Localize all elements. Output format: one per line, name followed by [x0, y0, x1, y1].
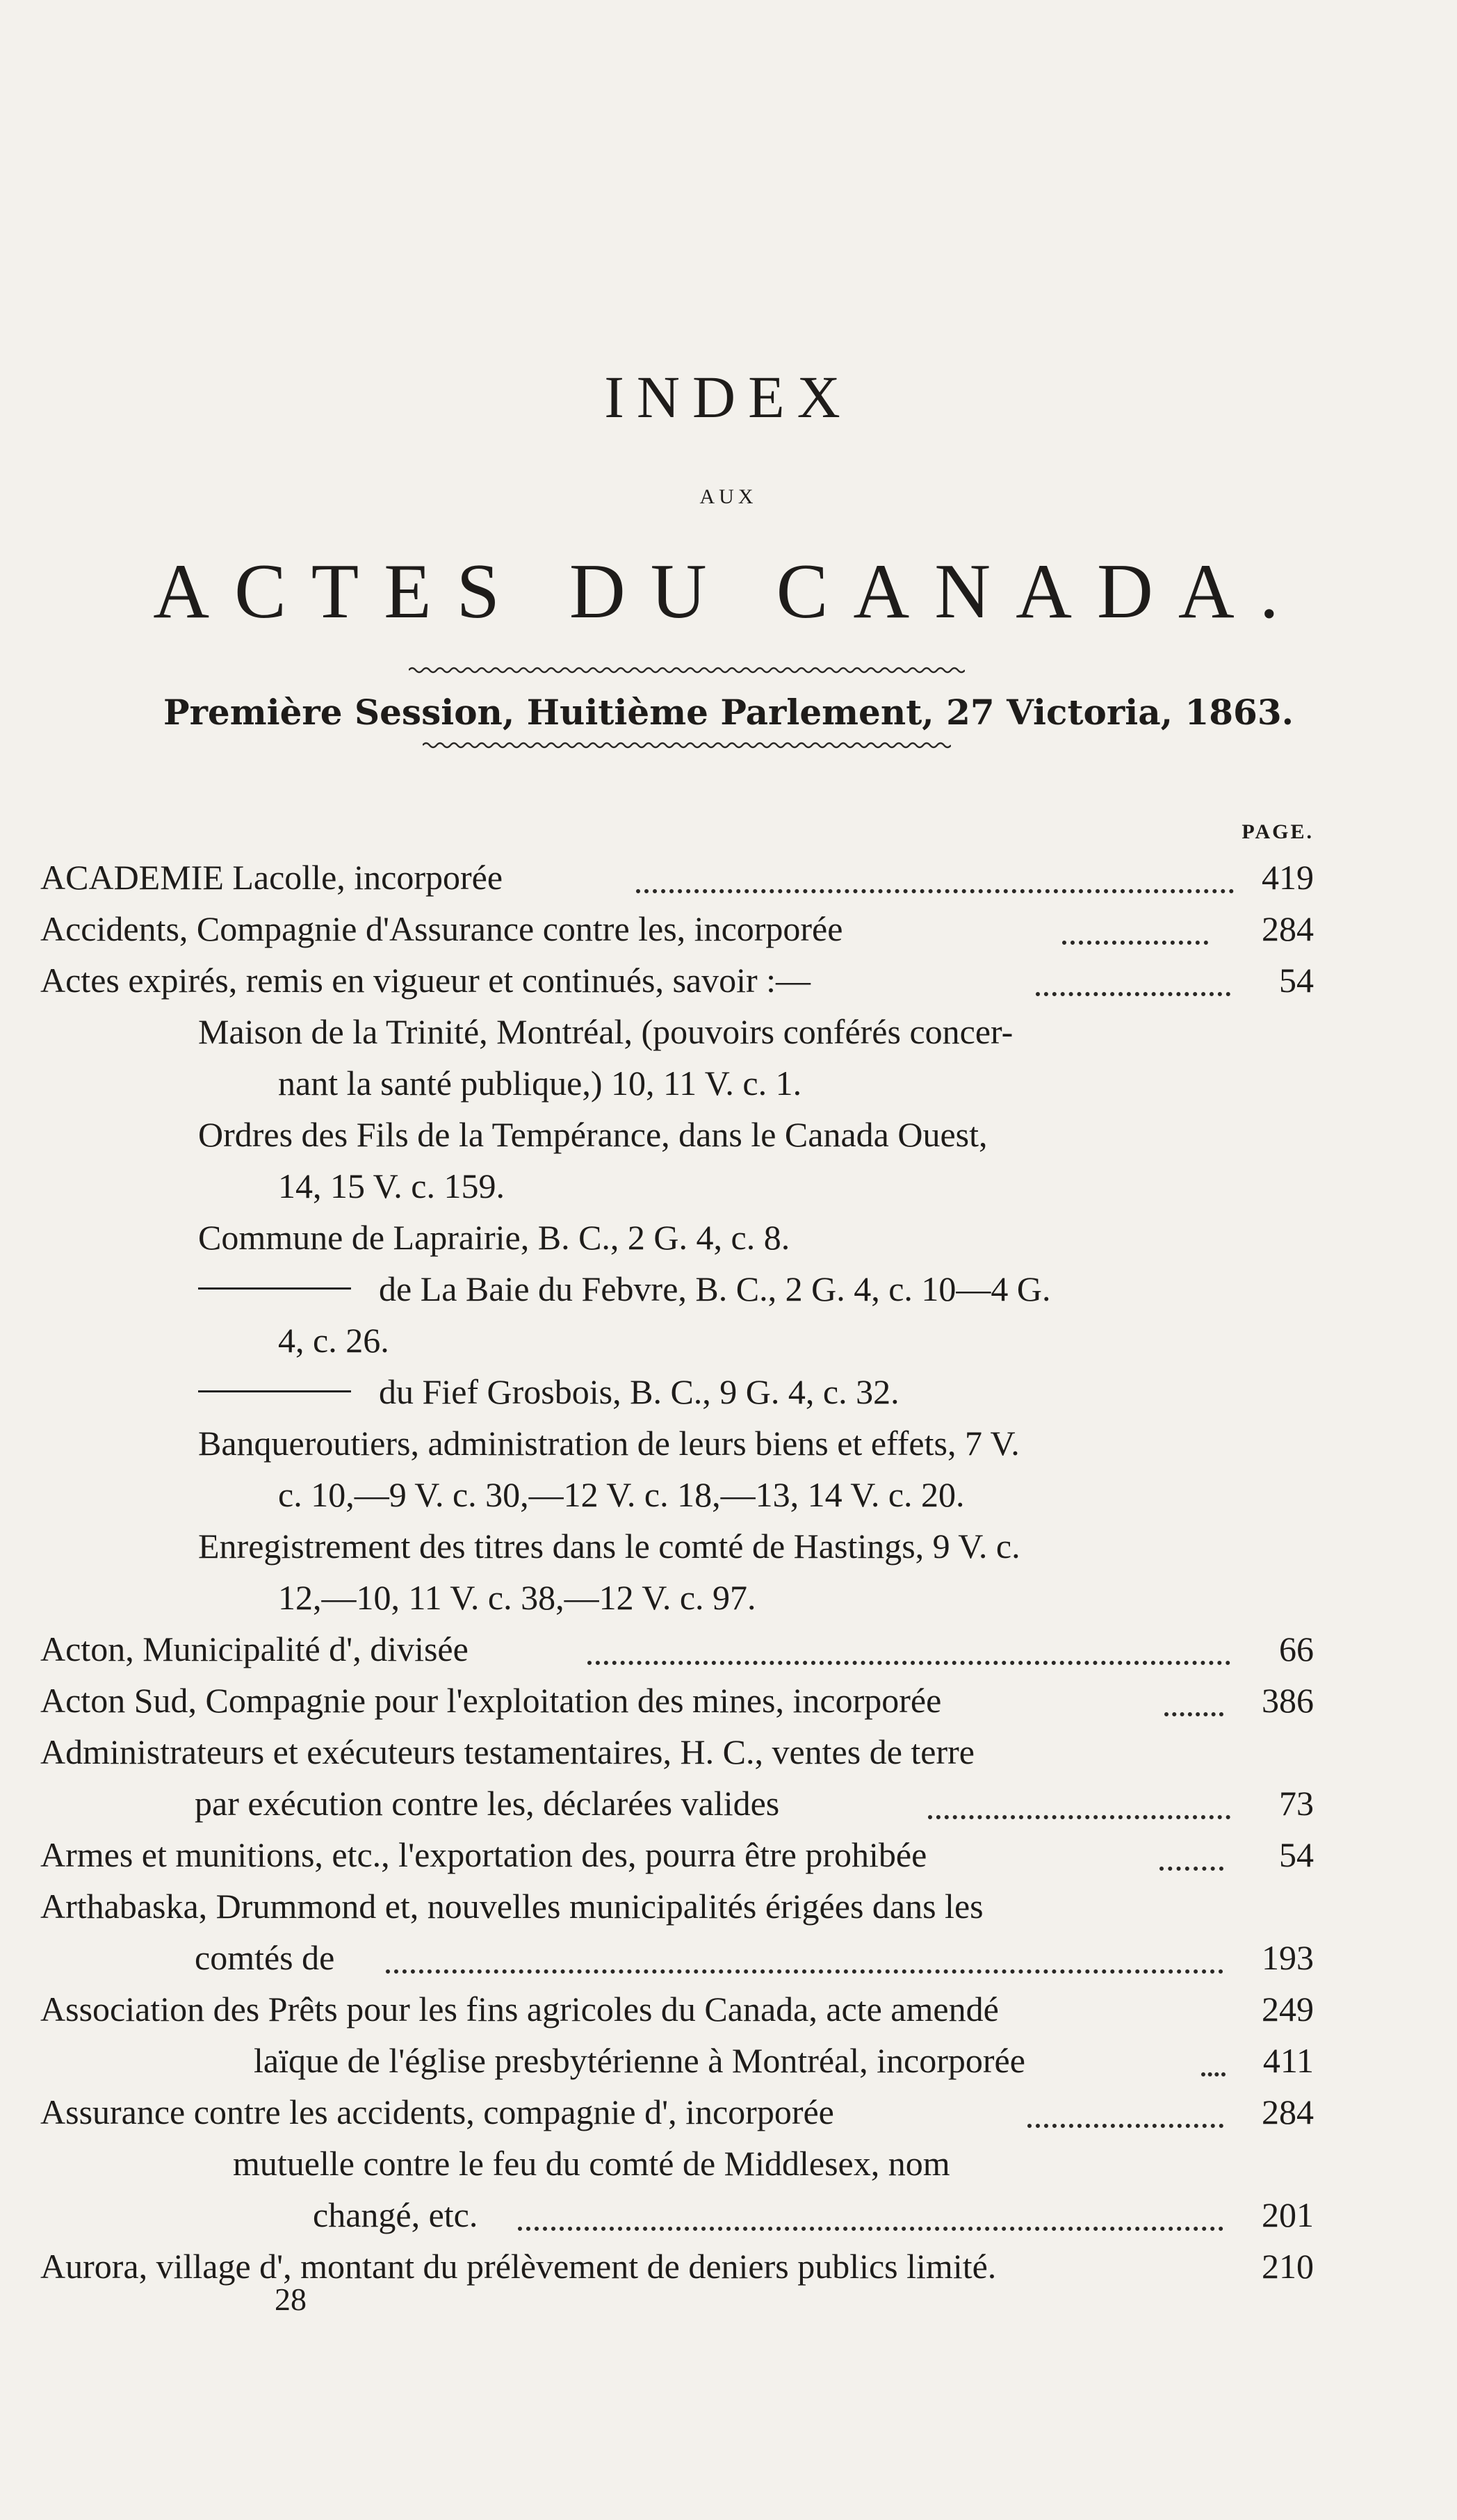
sub-entry: Enregistrement des titres dans le comté de Hastings, 9 V. c.	[198, 1527, 1020, 1566]
ditto-dash	[198, 1390, 351, 1392]
main-title: ACTES DU CANADA.	[153, 548, 1304, 635]
leader-row	[0, 1675, 1457, 1726]
leader-row	[0, 1623, 1457, 1675]
sub-entry: Maison de la Trinité, Montréal, (pouvoirs conférés concer-	[198, 1012, 1014, 1051]
dot-leader	[1201, 2061, 1226, 2076]
entry-text: Acton Sud, Compagnie pour l'exploitation des mines, incorporée	[40, 1681, 942, 1720]
sub-entry: Banqueroutiers, administration de leurs biens et effets, 7 V.	[198, 1424, 1020, 1463]
page-number: 193	[1262, 1938, 1314, 1977]
page-number: 249	[1262, 1990, 1314, 2029]
leader-row	[0, 1778, 1457, 1829]
sub-entry	[198, 1263, 1051, 1315]
page-number: 419	[1262, 858, 1314, 897]
sub-entry-continuation: c. 10,—9 V. c. 30,—12 V. c. 18,—13, 14 V. c. 20.	[278, 1475, 965, 1514]
dot-leader	[1036, 981, 1230, 996]
sub-entry	[198, 1366, 900, 1417]
leader-row	[0, 954, 1457, 1006]
leader-row	[0, 2086, 1457, 2138]
dot-leader	[587, 1650, 1230, 1665]
ditto-dash	[198, 1287, 351, 1290]
entry-text: Aurora, village d', montant du prélèvement de deniers publics limité.	[40, 2247, 997, 2286]
dot-leader	[1164, 1701, 1223, 1716]
page-number: 411	[1262, 2041, 1314, 2080]
page-number: 210	[1262, 2247, 1314, 2286]
page-number: 66	[1279, 1629, 1314, 1668]
page-folio: 28	[275, 2282, 307, 2317]
dot-leader	[1159, 1855, 1223, 1871]
sub-entry-continuation: nant la santé publique,) 10, 11 V. c. 1.	[278, 1064, 802, 1103]
page-number: 54	[1279, 961, 1314, 1000]
index-entry: Administrateurs et exécuteurs testamentaires, H. C., ventes de terre	[40, 1732, 975, 1771]
entry-text: Accidents, Compagnie d'Assurance contre les, incorporée	[40, 909, 843, 948]
leader-row	[0, 2189, 1457, 2241]
sub-entry: mutuelle contre le feu du comté de Middlesex, nom	[233, 2144, 950, 2183]
page-number: 284	[1262, 909, 1314, 948]
entry-text: changé, etc.	[313, 2195, 478, 2234]
dot-leader	[928, 1804, 1230, 1819]
leader-row	[0, 1932, 1457, 1983]
entry-text: ACADEMIE Lacolle, incorporée	[40, 858, 503, 897]
sub-entry-text: de La Baie du Febvre, B. C., 2 G. 4, c. 10—4 G.	[379, 1269, 1051, 1308]
dot-leader	[1027, 2113, 1223, 2128]
page-column-label: PAGE.	[1242, 820, 1314, 843]
dot-leader	[636, 878, 1234, 893]
dot-leader	[1062, 929, 1208, 945]
entry-text: comtés de	[195, 1938, 335, 1977]
wavy-rule-top	[409, 666, 965, 674]
page-number: 284	[1262, 2092, 1314, 2131]
wavy-rule-bottom	[423, 741, 951, 749]
entry-text: par exécution contre les, déclarées valides	[195, 1784, 780, 1823]
dot-leader	[518, 2216, 1223, 2231]
page-number: 54	[1279, 1835, 1314, 1874]
sub-entry: Ordres des Fils de la Tempérance, dans le Canada Ouest,	[198, 1115, 988, 1154]
sub-entry-text: du Fief Grosbois, B. C., 9 G. 4, c. 32.	[379, 1372, 900, 1411]
session-subtitle: Première Session, Huitième Parlement, 27 Victoria, 1863.	[163, 692, 1294, 733]
leader-row	[0, 1983, 1457, 2035]
index-title: INDEX	[604, 364, 853, 430]
entry-text: Assurance contre les accidents, compagnie d', incorporée	[40, 2092, 834, 2131]
sub-entry-continuation: 14, 15 V. c. 159.	[278, 1166, 505, 1205]
leader-row	[0, 852, 1457, 903]
page-number: 73	[1279, 1784, 1314, 1823]
leader-row	[0, 2241, 1457, 2292]
entry-text: Association des Prêts pour les fins agricoles du Canada, acte amendé	[40, 1990, 999, 2029]
dot-leader	[386, 1958, 1223, 1974]
sub-entry-continuation: 12,—10, 11 V. c. 38,—12 V. c. 97.	[278, 1578, 756, 1617]
leader-row	[0, 1829, 1457, 1880]
entry-text: Armes et munitions, etc., l'exportation des, pourra être prohibée	[40, 1835, 927, 1874]
sub-entry-continuation: 4, c. 26.	[278, 1321, 389, 1360]
leader-row	[0, 903, 1457, 954]
entry-text: Acton, Municipalité d', divisée	[40, 1629, 469, 1668]
leader-row	[0, 2035, 1457, 2086]
aux-label: AUX	[699, 485, 758, 508]
page-number: 201	[1262, 2195, 1314, 2234]
sub-entry: Commune de Laprairie, B. C., 2 G. 4, c. 8.	[198, 1218, 790, 1257]
page-number: 386	[1262, 1681, 1314, 1720]
index-entry: Arthabaska, Drummond et, nouvelles municipalités érigées dans les	[40, 1887, 984, 1926]
entry-text: Actes expirés, remis en vigueur et continués, savoir :—	[40, 961, 811, 1000]
entry-text: laïque de l'église presbytérienne à Montréal, incorporée	[254, 2041, 1025, 2080]
